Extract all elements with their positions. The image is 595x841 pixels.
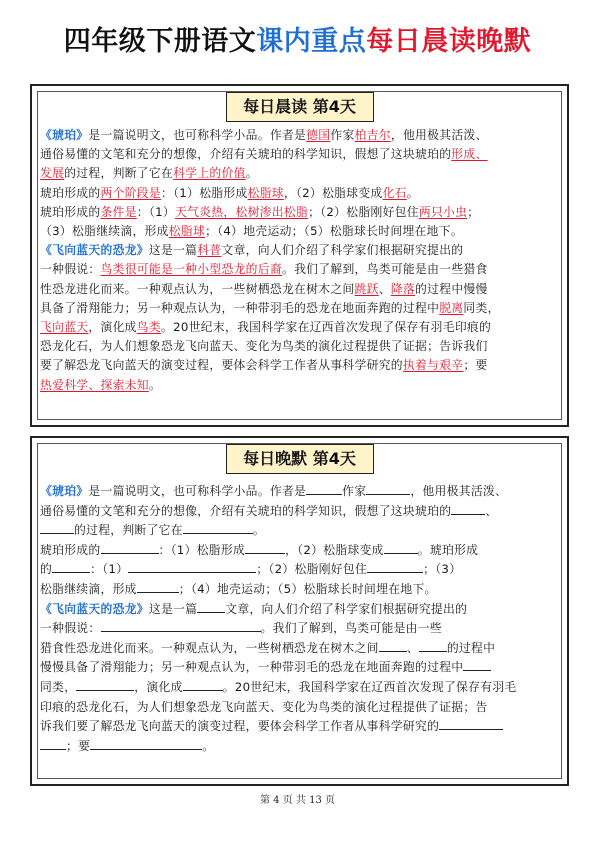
- text-line: [40, 241, 559, 260]
- answer-text: 德国: [306, 128, 331, 142]
- body-text: 。: [202, 738, 215, 753]
- lesson-title: 《飞向蓝天的恐龙》: [40, 243, 149, 258]
- fill-in-blank: [439, 717, 503, 730]
- body-text: 印痕的恐龙化石，为人们想象恐龙飞向蓝天、变化为鸟类的演化过程提供了证据；告: [40, 699, 488, 714]
- body-text: 琥珀形成的: [40, 204, 101, 219]
- body-text: ；: [467, 204, 480, 219]
- page-footer: 第 4 页 共 13 页: [260, 795, 335, 806]
- body-text: 。: [245, 166, 258, 181]
- body-text: 通俗易懂的文笔和充分的想像，介绍有关琥珀的科学知识，假想了这块琥珀的: [40, 503, 452, 518]
- fill-in-blank: [183, 521, 253, 534]
- page-title: [0, 22, 595, 62]
- answer-text: 鸟类很可能是一种小型恐龙的后裔: [100, 262, 282, 277]
- body-text: 的: [40, 562, 53, 577]
- fill-in-blank: [197, 600, 225, 613]
- body-text: 。: [406, 185, 419, 200]
- lesson-title: 《琥珀》: [40, 128, 89, 142]
- text-line: [40, 580, 559, 600]
- text-line: [40, 502, 559, 522]
- body-text: 作家: [330, 128, 355, 142]
- answer-text: 科学上的价值: [173, 166, 246, 181]
- answer-text: 形成、: [451, 147, 488, 162]
- body-text: 这是一篇: [148, 601, 198, 616]
- answer-text: 飞向蓝天: [40, 320, 89, 335]
- text-line: [40, 203, 559, 222]
- body-text: 。琥珀形成: [417, 542, 479, 557]
- body-text: 、: [378, 281, 391, 296]
- lesson-title: 《飞向蓝天的恐龙》: [40, 601, 149, 616]
- body-text: ：（1）松脂形成: [158, 542, 246, 557]
- body-text: 文章，向人们介绍了科学家们根据研究提出的: [225, 601, 468, 616]
- body-text: ；（2）松脂刚好包住: [308, 204, 419, 219]
- body-text: ，演化成: [88, 320, 137, 335]
- text-line: [40, 619, 559, 639]
- body-text: 是一篇说明文，也可称科学小品。作者是: [88, 128, 307, 142]
- text-line: [40, 560, 559, 580]
- body-text: ；（4）地壳运动；（5）松脂球长时间埋在地下。: [205, 224, 463, 239]
- body-text: 。: [252, 523, 265, 538]
- body-text: 这是一篇: [148, 243, 198, 258]
- body-text: 要了解恐龙飞向蓝天的演变过程，要体会科学工作者从事科学研究的: [40, 358, 403, 373]
- text-line: [40, 541, 559, 561]
- answer-text: 天气炎热，松树渗出松脂: [175, 204, 309, 219]
- fill-in-blank: [52, 560, 90, 573]
- body-text: 。我们了解到，鸟类可能是由一些猎食: [281, 262, 488, 277]
- text-line: [40, 639, 559, 659]
- fill-in-blank: [463, 658, 491, 671]
- body-text: 。20世纪末，我国科学家在辽西首次发现了保存有羽毛印痕的: [160, 320, 492, 335]
- fill-in-blank: [384, 541, 418, 554]
- body-text: 通俗易懂的文笔和充分的想像，介绍有关琥珀的科学知识，假想了这块琥珀的: [40, 147, 452, 162]
- evening-dictation-panel: [30, 436, 569, 786]
- fill-in-blank: [128, 560, 256, 573]
- morning-text-body: [40, 126, 559, 395]
- answer-text: 柏吉尔: [354, 128, 391, 142]
- text-line: [40, 184, 559, 203]
- body-text: 。我们了解到，鸟类可能是由一些: [260, 621, 442, 636]
- fill-in-blank: [40, 521, 74, 534]
- fill-in-blank: [366, 482, 410, 495]
- fill-in-blank: [90, 737, 202, 750]
- body-text: 。20世纪末，我国科学家在辽西首次发现了保存有羽毛: [222, 679, 517, 694]
- morning-reading-panel: [30, 84, 569, 427]
- body-text: ：（1）松脂形成: [161, 185, 248, 200]
- body-text: 、: [406, 640, 419, 655]
- title-part-key: 课内重点: [256, 26, 367, 57]
- text-line: [40, 698, 559, 718]
- fill-in-blank: [367, 560, 423, 573]
- body-text: 性恐龙进化而来。一种观点认为，一些树栖恐龙在树木之间: [40, 281, 355, 296]
- body-text: 琥珀形成的: [40, 185, 101, 200]
- text-line: [40, 299, 559, 318]
- text-line: [40, 482, 559, 502]
- body-text: 一种假说：: [40, 621, 101, 636]
- fill-in-blank: [101, 541, 159, 554]
- answer-text: 跳跃: [354, 281, 379, 296]
- fill-in-blank: [245, 541, 285, 554]
- answer-text: 化石: [382, 185, 407, 200]
- body-text: 、: [485, 503, 498, 518]
- text-line: [40, 164, 559, 183]
- body-text: 是一篇说明文，也可称科学小品。作者是: [88, 484, 307, 498]
- body-text: 慢慢具备了滑翔能力；另一种观点认为，一种带羽毛的恐龙在地面奔跑的过程中: [40, 660, 464, 675]
- text-line: [40, 737, 559, 757]
- answer-text: 脱离: [439, 300, 464, 315]
- evening-day-badge: 每日晚默 第4天: [226, 444, 374, 474]
- text-line: [40, 145, 559, 164]
- body-text: 同类，: [40, 679, 77, 694]
- answer-text: 两只小虫: [418, 204, 468, 219]
- fill-in-blank: [137, 580, 179, 593]
- fill-in-blank: [419, 639, 447, 652]
- text-line: [40, 260, 559, 279]
- text-line: [40, 600, 559, 620]
- fill-in-blank: [40, 737, 66, 750]
- body-text: 的过程中: [446, 640, 496, 655]
- body-text: 的过程中慢慢: [415, 281, 488, 296]
- answer-text: 条件是: [100, 204, 137, 219]
- answer-text: 松脂球: [168, 224, 206, 239]
- body-text: 。: [148, 377, 161, 392]
- text-line: [40, 280, 559, 299]
- body-text: 文章，向人们介绍了科学家们根据研究提出的: [221, 243, 464, 258]
- text-line: [40, 521, 559, 541]
- body-text: ，（2）松脂球变成: [283, 185, 383, 200]
- text-line: [40, 356, 559, 375]
- text-line: [40, 126, 559, 145]
- body-text: 恐龙化石，为人们想象恐龙飞向蓝天、变化为鸟类的演化过程提供了证据；告诉我们: [40, 339, 488, 354]
- body-text: 一种假说：: [40, 262, 101, 277]
- answer-text: 执着与艰辛: [402, 358, 464, 373]
- body-text: 同类，: [463, 300, 500, 315]
- evening-text-body: [40, 482, 559, 756]
- answer-text: 热爱科学、探索未知: [40, 377, 149, 392]
- body-text: ：（1）: [90, 562, 129, 577]
- body-text: ；（3）: [423, 562, 462, 577]
- answer-text: 科普: [197, 243, 222, 258]
- body-text: 的过程，判断了它在: [74, 523, 183, 538]
- morning-day-badge: 每日晨读 第4天: [226, 92, 374, 122]
- text-line: [40, 318, 559, 337]
- text-line: [40, 376, 559, 395]
- body-text: （3）松脂继续滴，形成: [40, 224, 169, 239]
- body-text: ，演化成: [134, 679, 183, 694]
- body-text: ；要: [66, 738, 91, 753]
- title-part-grade: 四年级下册语文: [63, 26, 257, 57]
- fill-in-blank: [101, 619, 261, 632]
- lesson-title: 《琥珀》: [40, 484, 89, 498]
- body-text: ，他用极其活泼、: [390, 128, 488, 142]
- body-text: ；要: [463, 358, 488, 373]
- text-line: [40, 658, 559, 678]
- title-part-daily: 每日晨读晚默: [366, 26, 532, 57]
- text-line: [40, 222, 559, 241]
- fill-in-blank: [76, 678, 134, 691]
- answer-text: 发展: [40, 166, 65, 181]
- body-text: 诉我们要了解恐龙飞向蓝天的演变过程，要体会科学工作者从事科学研究的: [40, 719, 440, 734]
- answer-text: 松脂球: [247, 185, 284, 200]
- answer-text: 两个阶段是: [100, 185, 161, 200]
- body-text: ，他用极其活泼、: [410, 484, 508, 498]
- text-line: [40, 717, 559, 737]
- fill-in-blank: [379, 639, 407, 652]
- body-text: ，（2）松脂球变成: [285, 542, 384, 557]
- body-text: ：（1）: [136, 204, 175, 219]
- text-line: [40, 337, 559, 356]
- answer-text: 鸟类: [136, 320, 161, 335]
- body-text: 松脂继续滴，形成: [40, 581, 137, 596]
- body-text: ；（4）地壳运动；（5）松脂球长时间埋在地下。: [178, 581, 437, 596]
- answer-text: 降落: [390, 281, 416, 296]
- body-text: 猎食性恐龙进化而来。一种观点认为，一些树栖恐龙在树木之间: [40, 640, 379, 655]
- fill-in-blank: [183, 678, 223, 691]
- text-line: [40, 678, 559, 698]
- body-text: 作家: [342, 484, 367, 498]
- body-text: 的过程，判断了它在: [64, 166, 174, 181]
- fill-in-blank: [306, 482, 342, 495]
- fill-in-blank: [451, 502, 485, 515]
- body-text: 琥珀形成的: [40, 542, 101, 557]
- body-text: ；（2）松脂刚好包住: [256, 562, 368, 577]
- body-text: 具备了滑翔能力；另一种观点认为，一种带羽毛的恐龙在地面奔跑的过程中: [40, 300, 440, 315]
